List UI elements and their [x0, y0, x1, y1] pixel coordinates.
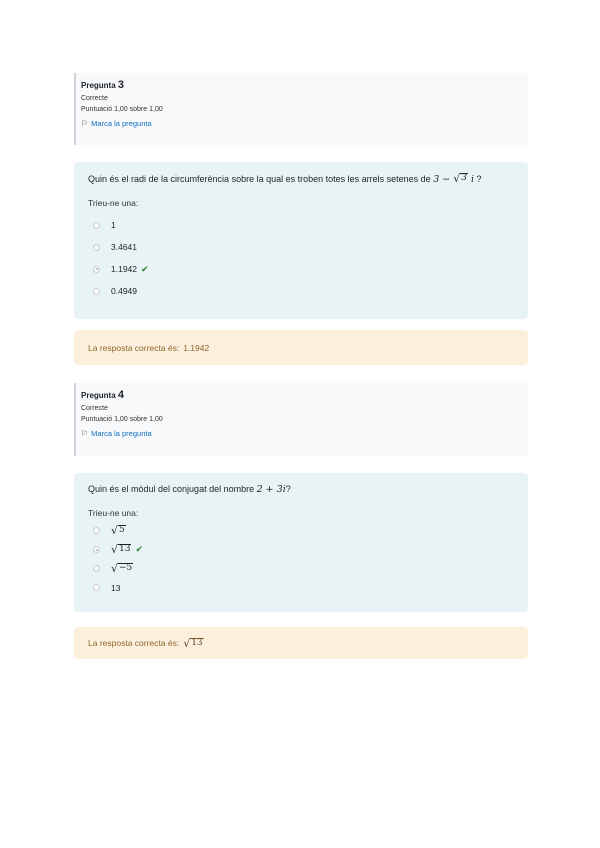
q4-feedback-label: La resposta correcta és:: [88, 638, 180, 648]
q4-prompt-math: 2 + 3i: [256, 484, 286, 495]
q3-title: Pregunta 3: [81, 79, 125, 91]
q3-answer-option-selected[interactable]: 1.1942 ✔: [88, 258, 514, 280]
q4-answer-option[interactable]: [88, 559, 514, 578]
sqrt-icon: √ 13: [111, 543, 131, 556]
q3-prompt: Quin és el radi de la circumferència sobre la qual es troben totes les arrels setenes de 3 − √ 3 i ?: [88, 172, 482, 185]
q4-answer-option[interactable]: [88, 521, 514, 540]
q4-info-panel: [74, 383, 528, 456]
q3-feedback: [74, 330, 528, 365]
q4-flag-link[interactable]: ⚐ Marca la pregunta: [81, 429, 152, 438]
q4-state: Correcte: [81, 405, 108, 412]
radio-button[interactable]: [93, 288, 100, 295]
check-icon: ✔: [135, 544, 144, 554]
q4-title: Pregunta 4: [81, 389, 125, 401]
q4-feedback: [74, 627, 528, 659]
q4-answers: [88, 521, 514, 597]
radio-button[interactable]: [93, 565, 100, 572]
q4-number: 4: [117, 389, 125, 401]
q3-answers: [88, 214, 514, 302]
q3-prompt-math: 3 − √ 3 i: [433, 172, 475, 185]
q4-answer-option-selected[interactable]: [88, 540, 514, 559]
q3-answer-option[interactable]: 1: [88, 214, 514, 236]
q3-flag-link[interactable]: ⚐ Marca la pregunta: [81, 119, 152, 128]
flag-icon: ⚐: [81, 429, 89, 438]
q3-number: 3: [117, 79, 125, 91]
sqrt-icon: √ 3: [453, 172, 467, 185]
radio-button-selected[interactable]: [93, 546, 100, 553]
q4-choose-label: Trieu-ne una:: [88, 508, 139, 518]
q3-answer-option[interactable]: 0.4949: [88, 280, 514, 302]
q4-prompt: Quin és el mòdul del conjugat del nombre 2 + 3i?: [88, 484, 291, 495]
radio-button[interactable]: [93, 244, 100, 251]
q4-feedback-value: 13: [191, 637, 203, 648]
radio-button-selected[interactable]: [93, 266, 100, 273]
sqrt-icon: √ −5: [111, 562, 133, 575]
q3-grade: Puntuació 1,00 sobre 1,00: [81, 106, 163, 113]
q3-state: Correcte: [81, 95, 108, 102]
radio-button[interactable]: [93, 584, 100, 591]
q4-grade: Puntuació 1,00 sobre 1,00: [81, 416, 163, 423]
sqrt-icon: √ 5: [111, 524, 125, 537]
flag-icon: ⚐: [81, 119, 89, 128]
sqrt-icon: √ 13: [183, 636, 203, 650]
q3-feedback-value: 1.1942: [183, 342, 210, 353]
radio-button[interactable]: [93, 527, 100, 534]
check-icon: ✔: [141, 263, 149, 274]
q4-question-panel: [74, 473, 528, 612]
q3-choose-label: Trieu-ne una:: [88, 198, 139, 208]
q3-feedback-label: La resposta correcta és:: [88, 342, 180, 353]
q3-answer-option[interactable]: 3.4641: [88, 236, 514, 258]
q3-info-panel: [74, 73, 528, 145]
q3-question-panel: [74, 162, 528, 319]
q4-answer-option[interactable]: 13: [88, 578, 514, 597]
radio-button[interactable]: [93, 222, 100, 229]
